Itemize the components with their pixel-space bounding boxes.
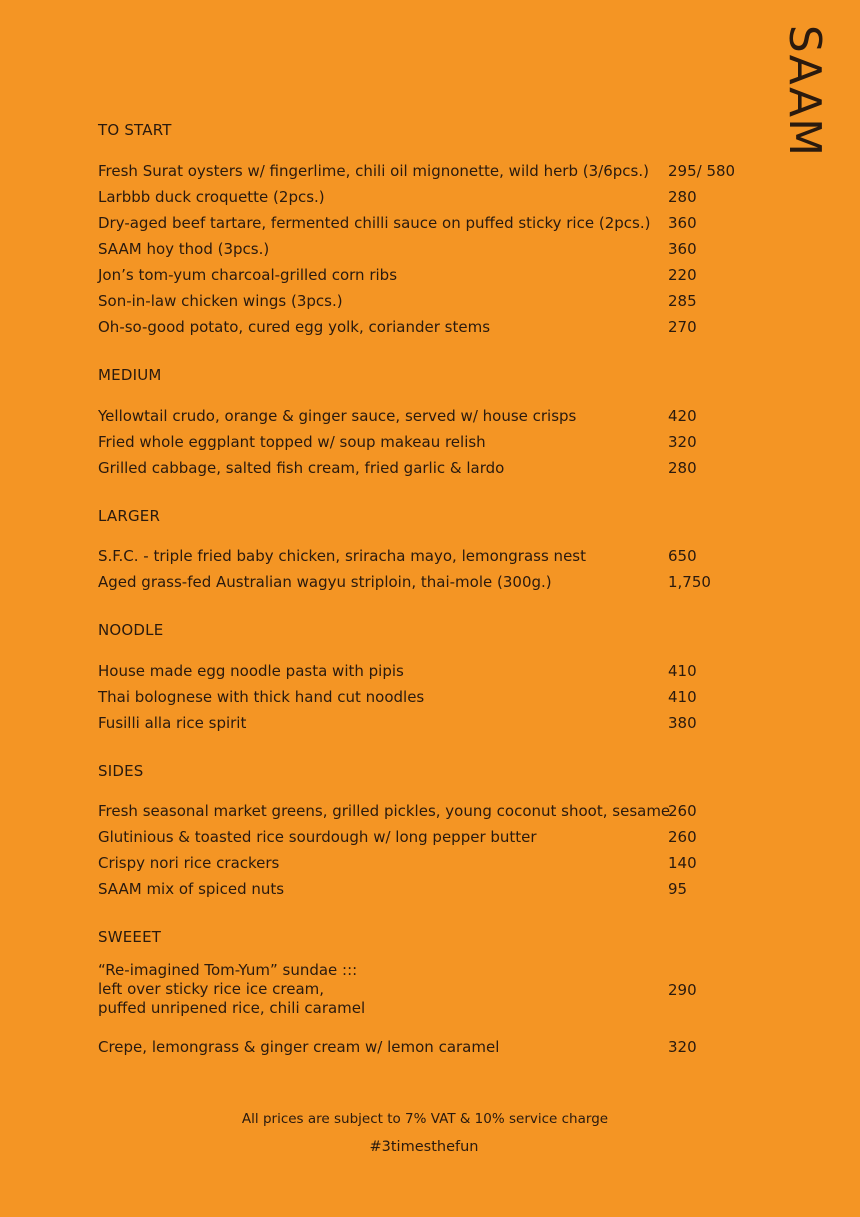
item-price: 320 [668, 433, 697, 451]
item-name: Yellowtail crudo, orange & ginger sauce, served w/ house crisps [98, 407, 577, 425]
item-name: Fresh Surat oysters w/ fingerlime, chili oil mignonette, wild herb (3/6pcs.) [98, 162, 649, 180]
item-name: Crepe, lemongrass & ginger cream w/ lemon caramel [98, 1038, 500, 1056]
section-to-start [98, 120, 738, 140]
item-name: House made egg noodle pasta with pipis [98, 662, 404, 680]
item-price: 280 [668, 459, 697, 477]
item-price: 650 [668, 547, 697, 565]
service-charge-note: All prices are subject to 7% VAT & 10% service charge [241, 1111, 609, 1127]
item-name: Dry-aged beef tartare, fermented chilli sauce on puffed sticky rice (2pcs.) [98, 214, 651, 232]
item-price: 420 [668, 407, 697, 425]
item-name: Fusilli alla rice spirit [98, 714, 247, 732]
section-noodle [98, 620, 738, 640]
item-name: SAAM mix of spiced nuts [98, 880, 285, 898]
item-name: Oh-so-good potato, cured egg yolk, coriander stems [98, 318, 491, 336]
item-name: Fried whole eggplant topped w/ soup makeau relish [98, 433, 486, 451]
item-price: 220 [668, 266, 697, 284]
item-name: Aged grass-fed Australian wagyu striploin, thai-mole (300g.) [98, 573, 552, 591]
item-name-line: puffed unripened rice, chili caramel [98, 999, 366, 1017]
section-title: TO START [98, 121, 172, 139]
item-price: 295/ 580 [668, 162, 736, 180]
item-price: 140 [668, 854, 697, 872]
item-name: Thai bolognese with thick hand cut noodles [98, 688, 425, 706]
item-price: 360 [668, 214, 697, 232]
item-price: 280 [668, 188, 697, 206]
item-price: 270 [668, 318, 697, 336]
item-name: S.F.C. - triple fried baby chicken, sriracha mayo, lemongrass nest [98, 547, 586, 565]
saam-logo [779, 24, 830, 158]
item-name: Jon’s tom-yum charcoal-grilled corn ribs [98, 266, 398, 284]
item-name: Fresh seasonal market greens, grilled pickles, young coconut shoot, sesame [98, 802, 671, 820]
item-name [98, 961, 365, 1018]
section-title: SIDES [98, 762, 144, 780]
item-price: 1,750 [668, 573, 711, 591]
section-title: SWEEET [98, 928, 162, 946]
item-price: 410 [668, 688, 697, 706]
logo-text: SAAM [779, 24, 830, 158]
section-title: NOODLE [98, 621, 164, 639]
item-price: 260 [668, 802, 697, 820]
item-name-line: “Re-imagined Tom-Yum” sundae ::: [98, 961, 358, 979]
section-medium [98, 365, 738, 385]
section-title: LARGER [98, 507, 161, 525]
item-name: Crispy nori rice crackers [98, 854, 280, 872]
item-price: 260 [668, 828, 697, 846]
hashtag: #3timesthefun [369, 1139, 479, 1155]
item-name: Glutinious & toasted rice sourdough w/ long pepper butter [98, 828, 537, 846]
item-name: Grilled cabbage, salted fish cream, fried garlic & lardo [98, 459, 505, 477]
item-price: 290 [668, 981, 697, 999]
item-price: 320 [668, 1038, 697, 1056]
item-name: SAAM hoy thod (3pcs.) [98, 240, 270, 258]
item-name: Son-in-law chicken wings (3pcs.) [98, 292, 343, 310]
item-price: 410 [668, 662, 697, 680]
section-title: MEDIUM [98, 366, 162, 384]
item-name-line: left over sticky rice ice cream, [98, 980, 325, 998]
item-price: 95 [668, 880, 688, 898]
section-sweeet [98, 927, 738, 947]
section-larger [98, 506, 738, 526]
item-price: 360 [668, 240, 697, 258]
item-price: 285 [668, 292, 697, 310]
item-price: 380 [668, 714, 697, 732]
section-sides [98, 761, 738, 781]
item-name: Larbbb duck croquette (2pcs.) [98, 188, 325, 206]
